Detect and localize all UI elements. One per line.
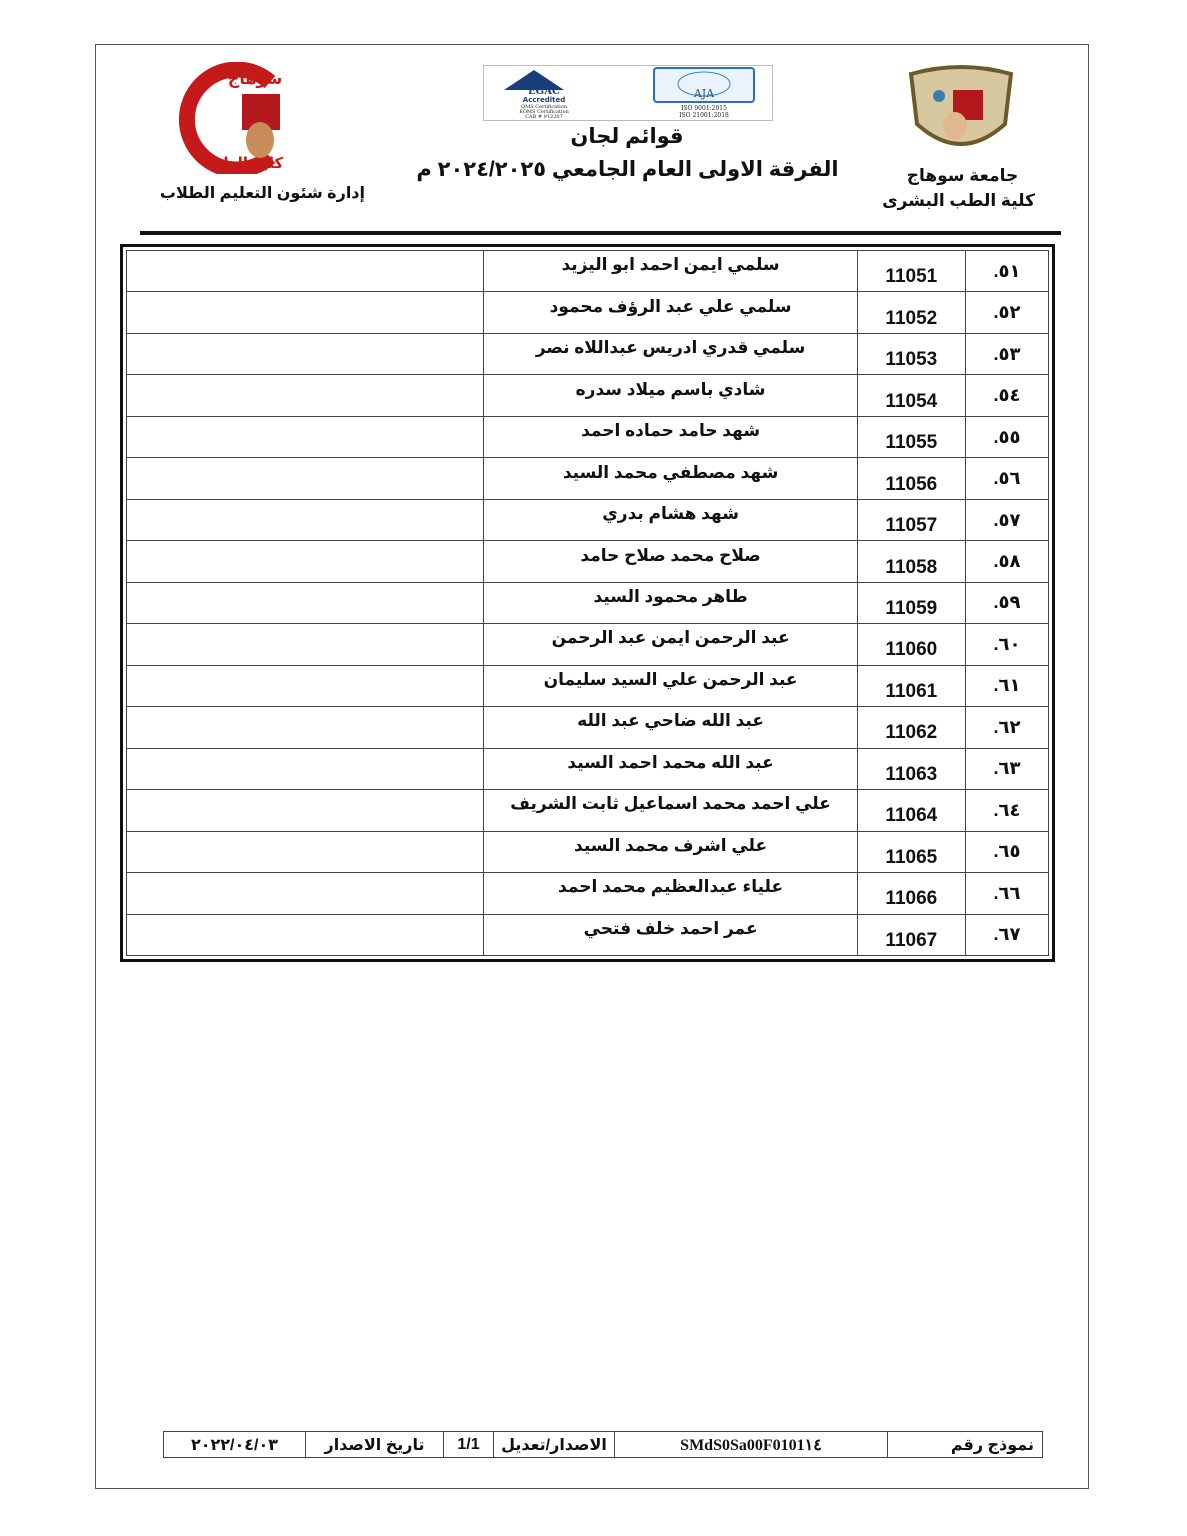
note-cell xyxy=(127,873,484,914)
student-code-cell: 11055 xyxy=(857,416,965,457)
student-code-cell: 11059 xyxy=(857,582,965,623)
table-row xyxy=(127,831,1049,872)
student-name-cell: سلمي قدري ادريس عبداللاه نصر xyxy=(484,333,857,374)
svg-text:كلية الطب: كلية الطب xyxy=(206,154,284,172)
student-name-cell: طاهر محمود السيد xyxy=(484,582,857,623)
form-footer xyxy=(163,1431,1043,1458)
row-number-cell: ٥٦. xyxy=(965,458,1048,499)
faculty-name: كلية الطب البشرى xyxy=(882,191,1035,210)
student-name-cell: عبد الرحمن علي السيد سليمان xyxy=(484,665,857,706)
students-table xyxy=(120,244,1055,962)
form-number-label: نموذج رقم xyxy=(888,1432,1043,1458)
student-code-cell: 11053 xyxy=(857,333,965,374)
table-row xyxy=(127,748,1049,789)
row-number-cell: ٦٦. xyxy=(965,873,1048,914)
row-number-cell: ٥٤. xyxy=(965,375,1048,416)
note-cell xyxy=(127,624,484,665)
note-cell xyxy=(127,292,484,333)
svg-text:ISO 9001:2015: ISO 9001:2015 xyxy=(681,105,727,112)
student-code-cell: 11061 xyxy=(857,665,965,706)
page-title: قوائم لجان xyxy=(570,125,684,148)
note-cell xyxy=(127,665,484,706)
svg-text:Accredited: Accredited xyxy=(522,96,566,104)
page-subtitle: الفرقة الاولى العام الجامعي ٢٠٢٤/٢٠٢٥ م xyxy=(416,158,839,181)
student-name-cell: سلمي علي عبد الرؤف محمود xyxy=(484,292,857,333)
student-name-cell: صلاح محمد صلاح حامد xyxy=(484,541,857,582)
note-cell xyxy=(127,831,484,872)
issue-date-value: ٢٠٢٢/٠٤/٠٣ xyxy=(164,1432,306,1458)
row-number-cell: ٦٤. xyxy=(965,790,1048,831)
row-number-cell: ٥٨. xyxy=(965,541,1048,582)
note-cell xyxy=(127,914,484,956)
note-cell xyxy=(127,707,484,748)
edition-label: الاصدار/تعديل xyxy=(494,1432,615,1458)
edition-value: 1/1 xyxy=(444,1432,494,1458)
row-number-cell: ٦٣. xyxy=(965,748,1048,789)
university-name: جامعة سوهاج xyxy=(906,166,1019,185)
university-logo xyxy=(905,64,1017,164)
row-number-cell: ٥٧. xyxy=(965,499,1048,540)
note-cell xyxy=(127,251,484,292)
svg-text:CAB # 912207: CAB # 912207 xyxy=(525,114,563,120)
table-row xyxy=(127,416,1049,457)
student-name-cell: علياء عبدالعظيم محمد احمد xyxy=(484,873,857,914)
row-number-cell: ٥١. xyxy=(965,251,1048,292)
table-row xyxy=(127,541,1049,582)
note-cell xyxy=(127,375,484,416)
svg-text:ISO 21001:2018: ISO 21001:2018 xyxy=(679,112,729,119)
student-code-cell: 11057 xyxy=(857,499,965,540)
student-name-cell: شهد حامد حماده احمد xyxy=(484,416,857,457)
note-cell xyxy=(127,416,484,457)
student-code-cell: 11051 xyxy=(857,251,965,292)
student-name-cell: شادي باسم ميلاد سدره xyxy=(484,375,857,416)
header-divider xyxy=(140,231,1061,235)
table-row xyxy=(127,914,1049,956)
table-row xyxy=(127,292,1049,333)
student-code-cell: 11065 xyxy=(857,831,965,872)
note-cell xyxy=(127,748,484,789)
student-name-cell: شهد هشام بدري xyxy=(484,499,857,540)
row-number-cell: ٥٣. xyxy=(965,333,1048,374)
note-cell xyxy=(127,541,484,582)
table-row xyxy=(127,251,1049,292)
student-name-cell: عبد الله محمد احمد السيد xyxy=(484,748,857,789)
row-number-cell: ٦٥. xyxy=(965,831,1048,872)
row-number-cell: ٥٥. xyxy=(965,416,1048,457)
svg-text:سوهاج: سوهاج xyxy=(227,69,283,88)
student-name-cell: عبد الله ضاحي عبد الله xyxy=(484,707,857,748)
note-cell xyxy=(127,458,484,499)
student-code-cell: 11052 xyxy=(857,292,965,333)
student-code-cell: 11062 xyxy=(857,707,965,748)
table-row xyxy=(127,582,1049,623)
row-number-cell: ٦٠. xyxy=(965,624,1048,665)
faculty-logo xyxy=(150,62,325,174)
row-number-cell: ٥٩. xyxy=(965,582,1048,623)
student-name-cell: علي اشرف محمد السيد xyxy=(484,831,857,872)
table-row xyxy=(127,624,1049,665)
student-affairs-caption: إدارة شئون التعليم الطلاب xyxy=(159,185,365,202)
student-name-cell: عبد الرحمن ايمن عبد الرحمن xyxy=(484,624,857,665)
note-cell xyxy=(127,499,484,540)
note-cell xyxy=(127,582,484,623)
row-number-cell: ٦٧. xyxy=(965,914,1048,956)
form-code: SMdS0Sa00F0101١٤ xyxy=(615,1432,888,1458)
student-code-cell: 11064 xyxy=(857,790,965,831)
row-number-cell: ٦١. xyxy=(965,665,1048,706)
row-number-cell: ٦٢. xyxy=(965,707,1048,748)
table-row xyxy=(127,333,1049,374)
student-code-cell: 11060 xyxy=(857,624,965,665)
table-row xyxy=(127,375,1049,416)
student-name-cell: عمر احمد خلف فتحي xyxy=(484,914,857,956)
student-code-cell: 11063 xyxy=(857,748,965,789)
accreditation-logos xyxy=(483,65,773,121)
table-row xyxy=(127,499,1049,540)
student-name-cell: سلمي ايمن احمد ابو اليزيد xyxy=(484,251,857,292)
table-row xyxy=(127,873,1049,914)
row-number-cell: ٥٢. xyxy=(965,292,1048,333)
svg-text:QMS Certification: QMS Certification xyxy=(521,104,567,110)
table-row xyxy=(127,707,1049,748)
student-code-cell: 11056 xyxy=(857,458,965,499)
student-code-cell: 11067 xyxy=(857,914,965,956)
student-code-cell: 11058 xyxy=(857,541,965,582)
svg-text:AJA: AJA xyxy=(693,87,715,100)
student-name-cell: علي احمد محمد اسماعيل ثابت الشريف xyxy=(484,790,857,831)
student-name-cell: شهد مصطفي محمد السيد xyxy=(484,458,857,499)
svg-text:EGAC: EGAC xyxy=(528,86,560,97)
table-row xyxy=(127,790,1049,831)
student-code-cell: 11066 xyxy=(857,873,965,914)
note-cell xyxy=(127,333,484,374)
table-row xyxy=(127,665,1049,706)
note-cell xyxy=(127,790,484,831)
issue-date-label: تاريخ الاصدار xyxy=(306,1432,444,1458)
eoms-certification-text: EOMS Certification xyxy=(519,109,569,115)
table-row xyxy=(127,458,1049,499)
student-code-cell: 11054 xyxy=(857,375,965,416)
